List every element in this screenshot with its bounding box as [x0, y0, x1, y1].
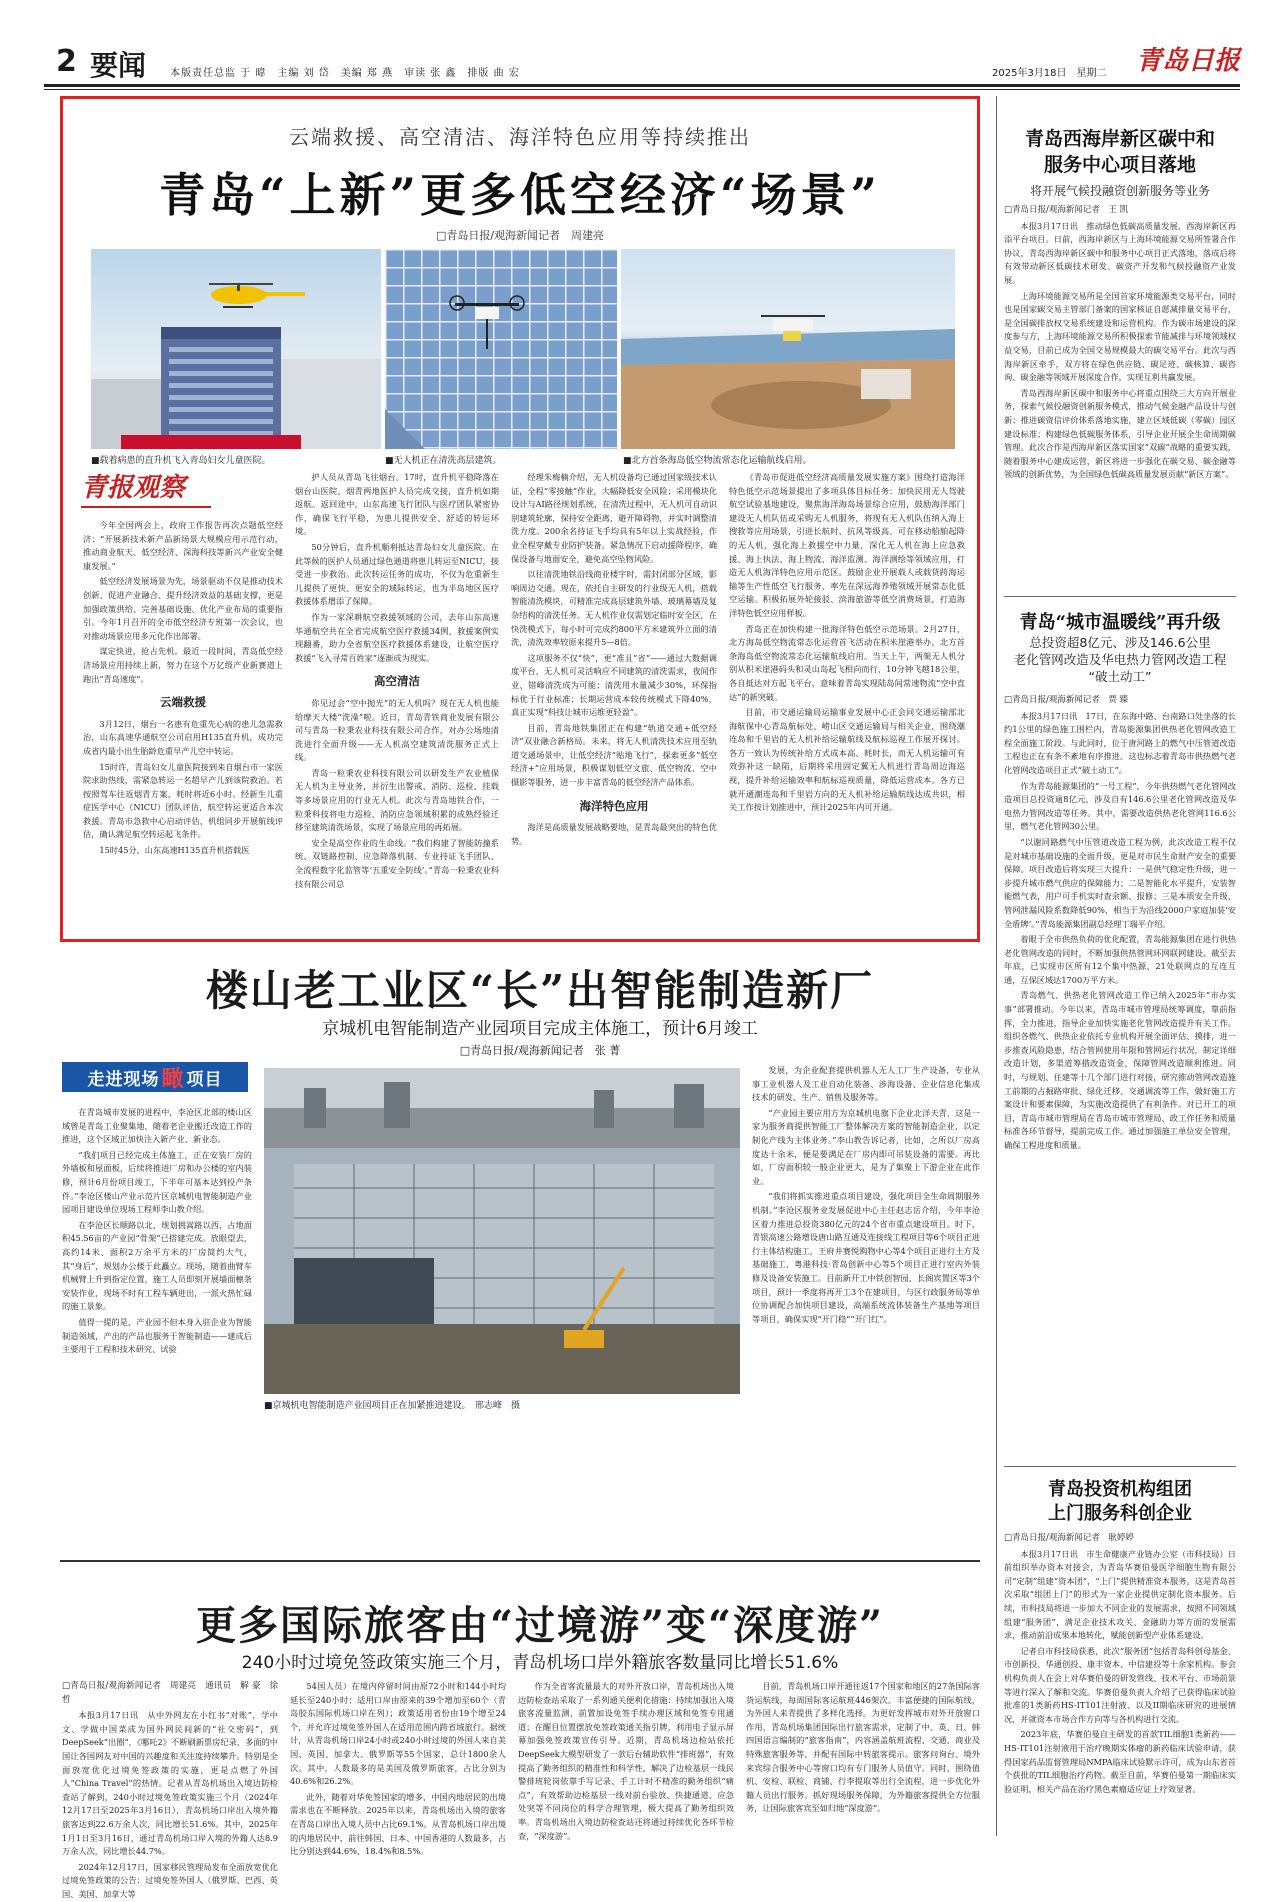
byline: □青岛日报/观海新闻记者 王 凯 [1004, 205, 1129, 215]
tag-hot-char: 瞰 [161, 1066, 185, 1092]
paragraph: 青岛正在加快构建一批海洋特色低空示范场景。2月27日，北方海岛低空物流常态化运营首飞活动在积米崖港举办，北方首条海岛低空物流常态化运输航线启用。当天上午，两架无人机分别从积米崖港码头和灵山岛起飞相向而行，10分钟飞越18公里，各自抵达对方起飞平台，意味着青岛实现陆岛间常速物流“空中直达”的新突破。 [729, 623, 965, 702]
right-story2-subtitle-line3: “破土动工” [1088, 669, 1152, 684]
paragraph: 安全是高空作业的生命线。“我们构建了智能防撞系统、双链路控制、应急降落机制、专业持证飞手团队、全流程数字化监管等‘五重安全防线’。”青岛一粒秉农业科技有限公司总 [295, 837, 499, 889]
editorial-credits: 本版责任总监 于 暐 主编 刘 岱 美编 郑 燕 审读 张 鑫 排版 曲 宏 [170, 68, 520, 79]
paragraph: 记者自市科技局获悉，此次“服务团”包括青岛科创母基金、市创新投、华通创投、康丰资本、中信建投等十余家机构。参会机构负责人在会上对华赛伯曼的研发管线、技术平台、市场前景等进行深入了解和交流。华赛伯曼负责人介绍了已获得临床试验批准的1类新药HS-IT101注射液、以及II期临床研究的进展情况，并就资本市场合作方向等与各机构进行交流。 [1004, 1645, 1236, 1724]
paragraph: 2023年底，华赛伯曼自主研发的首款TIL细胞1类新药——HS-IT101注射液用于治疗晚期实体瘤的新药临床试验申请，获得国家药品监督管理局NMPA临床试验默示许可，成为山东省首个获批的TIL细胞治疗药物。截至目前，华赛伯曼第一期临床实验证明，相关产品在治疗黑色素瘤适应证上疗效显著。 [1004, 1729, 1236, 1794]
byline: □青岛日报/观海新闻记者 周建亮 通讯员 解 豪 徐 哲 [62, 1681, 278, 1705]
feature-byline: □青岛日报/观海新闻记者 周建亮 [435, 229, 605, 242]
paragraph: “我们项目已经完成主体施工，正在安装厂房的外墙板和屋面板，后续将推进厂房和办公楼的室内装修，预计6月份项目竣工，下半年可基本达到投产条件。”李沧区楼山产业示范片区京城机电智能制造产业园项目建设单位现场工程师李山教介绍。 [62, 1149, 252, 1215]
paragraph: 上海环境能源交易所是全国首家环境能源类交易平台，同时也是国家碳交易主管部门备案的国家核证自愿减排量交易平台，是全国碳排放权交易系统建设和运营机构。作为碳市场建设的深度参与方，上海环境能源交易所积极探索节能减排与环境领域权益交易，目前已成为全国交易规模最大的碳交易平台。此次与西海岸新区牵手，双方将在绿色供应链、碳足迹、碳核算、碳咨询、碳金融等领域开展深度合作，实现互利共赢发展。 [1004, 290, 1236, 383]
story2-subtitle: 京城机电智能制造产业园项目完成主体施工，预计6月竣工 [322, 1019, 758, 1039]
story2-column-1 [62, 1106, 252, 1546]
issue-date: 2025年3月18日 星期二 [992, 68, 1107, 79]
newspaper-logo: 青岛日报 [1136, 46, 1241, 76]
photo-caption-2: ■无人机正在清洗高层建筑。 [385, 456, 502, 466]
paragraph: 3月12日，烟台一名患有危重先心病的患儿急需救治，山东高速华通航空公司启用H135直升机，成功完成省内最小出生胎龄危重早产儿空中转运。 [83, 718, 283, 756]
paragraph: 作为一家深耕航空救援领域的公司，去年山东高速华通航空共在全省完成航空医疗救援34例，救援案例实现翻番，助力全省航空医疗救援体系建设，让航空医疗救援“飞入寻常百姓家”逐渐成为现实。 [295, 611, 499, 663]
paragraph: 这项服务不仅“快”，更“准且”省”——通过大数据调度平台，无人机可灵活响应不同建筑的清洗需求，夜间作业、错峰清洗成为可能；清洗用水量减少30%，环保指标优于行业标准；长期运营成本较传统模式下降40%，真正实现“科技让城市运维更轻盈”。 [511, 652, 717, 718]
feature-column-4 [729, 471, 965, 939]
feature-column-2 [295, 471, 499, 939]
story3-column-1 [62, 1680, 278, 1899]
feature-column-3 [511, 471, 717, 939]
helicopter-photo [91, 249, 381, 449]
construction-site-photo [264, 1068, 740, 1394]
header-rule-thin [44, 89, 1240, 90]
paragraph: “以谢同路燃气中压管道改造工程为例，此次改造工程不仅是对城市基础设施的全面升级，更是对市民生命财产安全的重要保障。项目改造后将实现三大提升：一是供气稳定性升级，进一步提升城市燃气供应的保障能力；二是智能化水平提升，安装智能燃气表，用户可手机实时查余额、报修；三是本质安全升级，管网泄漏风险系数降低90%，相当于为沿线2000户家庭加装‘安全盾牌’。”青岛能源集团副总经理丁瑞平介绍。 [1004, 836, 1236, 929]
island-logistics-photo [621, 249, 955, 449]
column-tag-underline [81, 506, 211, 508]
photo-caption-3: ■北方首条海岛低空物流常态化运输航线启用。 [623, 456, 812, 466]
right-story3-title-line1: 青岛投资机构组团 [1048, 1479, 1192, 1500]
right-divider-1 [1004, 596, 1236, 597]
paragraph: 本报3月17日讯 推动绿色低碳高质量发展，西海岸新区再添平台项目。日前，西海岸新区与上海环境能源交易所签署合作协议，青岛西海岸新区碳中和服务中心项目正式落地，落成后将有效带动新区低碳技术研发、碳资产开发和气候投融资产业发展。 [1004, 220, 1236, 285]
story2-byline: □青岛日报/观海新闻记者 张 菁 [459, 1044, 621, 1057]
right-story1-subtitle: 将开展气候投融资创新服务等业务 [1029, 184, 1210, 198]
paragraph: 2024年12月17日，国家移民管理局发布全面放宽优化过境免签政策的公告：过境免签外国人（俄罗斯、巴西、英国、美国、加拿大等 [62, 1861, 278, 1899]
paragraph: 青岛一粒秉农业科技有限公司以研发生产农业植保无人机为主导业务，并衍生出警戒、消防、巡检、挂载等多场景应用的行业无人机。此次与青岛地铁合作，一粒秉科技将电力巡检、消防应急领域积累的成熟经验迁移至建筑清洗场景，实现了场景应用的再拓展。 [295, 767, 499, 833]
right-story2-subtitle-line1: 总投资超8亿元、涉及146.6公里 [1029, 635, 1211, 650]
tag-prefix: 走进现场 [87, 1069, 160, 1090]
paragraph: 发展，为企业配套提供机器人无人工厂生产设备，专业从事工业机器人及工业自动化装备、涉海设备、企业信息化集成技术的研发、生产、销售及服务等。 [752, 1065, 980, 1103]
paragraph: 在青岛城市发展的进程中，李沧区北部的楼山区域曾是青岛工业聚集地，随着老企业搬迁改造工作的推进，这个区域正加快注入新产业、新业态。 [62, 1107, 252, 1145]
paragraph: 本报3月17日讯 17日，在东海中路、台南路口处坐落的长约1公里的绿色施工围栏内，青岛能源集团供热老化管网改造工程全面施工阶段。与此同时，位于唐河路上的燃气中压管道改造工程也正在有条不紊地有序推进。这也标志着青岛市供热燃气老化管网改造项目正式“破土动工”。 [1004, 710, 1236, 775]
right-story3-title [1000, 1478, 1240, 1526]
section-name: 要闻 [90, 49, 147, 82]
paragraph: 海洋是高质量发展战略要地，是青岛最突出的特色优势。 [511, 822, 717, 846]
paragraph: 目前，青岛地铁集团正在构建“轨道交通+低空经济”双业融合新格局。未来，将无人机清洗技术应用至轨道交通场景中，让低空经济“贴地飞行”，探索更多“低空经济+”应用场景，积极谋划低空文旅、低空物流、空中摄影等服务，进一步丰富青岛的低空经济产品体系。 [511, 722, 717, 788]
story2-column-2 [752, 1064, 980, 1544]
paragraph: 15时45分，山东高速H135直升机搭载医 [99, 845, 250, 856]
page-header [44, 22, 1240, 84]
paragraph: 以往清洗地铁沿线商业楼宇时，需封闭部分区域，影响周边交通。现在，依托自主研发的行业级无人机，搭载智能清洗模块，可精准完成高层建筑外墙、玻璃幕墙及复杂结构的清洗任务。无人机作业仅需划定临时安全区，在快洗模式下，每小时可完成约800平方米建筑外立面的清洗，清洗效率较原来提升5—8倍。 [511, 569, 717, 648]
story3-column-4 [746, 1680, 980, 1836]
paragraph: 你见过会“空中抛光”的无人机吗？现在无人机也能给摩天大楼“洗澡”啦。近日，青岛青铁商业发展有限公司与青岛一粒秉农业科技有限公司合作，对办公场地清洗进行全面升级——无人机高空建筑清洗服务正式上线。 [295, 697, 499, 763]
feature-kicker: 云端救援、高空清洁、海洋特色应用等持续推出 [289, 125, 751, 149]
story3-column-3 [518, 1680, 734, 1841]
page-number: 2 [56, 44, 77, 79]
right-story1-title [1000, 126, 1240, 178]
column-tag-site-visit [62, 1062, 248, 1092]
paragraph: 本报3月17日讯 从中外网友在小红书“对账”，学中文、学做中国菜成为国外网民间新的“社交密码”，到DeepSeek“出圈”，《哪吒2》不断刷新票房纪录，多面的中国让各国网友对中国的兴趣度和关注度持续攀升。特别是全面放宽优化过境免签政策的实施，更是点燃了外国人“China Travel”的热情。记者从青岛机场出入境边防检查站了解到，240小时过境免签政策实施三个月（2024年12月17日至2025年3月16日），青岛机场口岸出入境外籍旅客达到22.6万余人次，同比增长51.6%。其中，2025年1月1日至3月16日，通过青岛机场口岸入境的外籍人达8.9万余人次，同比增长44.7%。 [62, 1710, 278, 1857]
paragraph: 在李沧区长顺路以北，规划拥嵩路以西，占地面积45.56亩的产业园“骨架”已搭建完成。放眼望去，高约14米、面积2万余平方米的厂房简约大气，其“身后”，规划办公楼于此矗立。现场，随着曲臂车机械臂上升到指定位置，施工人员即刻开展墙面檩条安装作业，现场不时有工程车辆进出，一派火热忙碌的施工景象。 [62, 1219, 252, 1312]
byline: □青岛日报/观海新闻记者 贾 臻 [1004, 695, 1129, 705]
subhead-ocean: 海洋特色应用 [579, 798, 649, 813]
paragraph: 青岛西海岸新区碳中和服务中心将重点围绕三大方向开展业务，探索气候投融资创新服务模式，推动气候金融产品设计与创新；推进碳资信评价体系落地实施，建立区域低碳（零碳）园区建设标准；构建绿色低碳服务体系，引导企业开展全生命周期碳管理。此次合作是西海岸新区落实国家“双碳”战略的重要实践，随着服务中心建成运营，新区将进一步强化在碳交易、碳金融等领域的创新优势，为全国绿色低碳高质量发展贡献“新区方案”。 [1004, 387, 1236, 480]
tag-suffix: 项目 [186, 1069, 223, 1090]
photo-caption-1: ■载着病患的直升机飞入青岛妇女儿童医院。 [91, 456, 271, 466]
right-story1-body [1004, 204, 1236, 580]
paragraph: 着眼于全市供热负荷的优化配置，青岛能源集团在进行供热老化管网改造的同时，不断加强供热管网环网联网建设。截至去年底，已实现市区所有12个集中热源、21处联网点的互连互通，互保区域达1700万平方米。 [1004, 934, 1236, 985]
subhead-cleaning: 高空清洁 [374, 674, 420, 689]
paragraph: 经理朱梅楠介绍，无人机设备均已通过国家级技术认证，全程“零接触”作业，大幅降低安全风险；采用模块化设计与AI路径规划系统，在清洗过程中，无人机可自动识别建筑轮廓，保持安全距离，避开障碍物，并实时调整清洗力度。200余名持证飞手均具有5年以上实战经验，作业全程穿戴专业防护装备。紧急情况下启动援降程序，确保设备与地面安全，避免高空坠物风险。 [511, 472, 717, 564]
right-story1-title-line2: 服务中心项目落地 [1043, 154, 1196, 176]
feature-column-1 [83, 519, 283, 939]
right-story2-title: 青岛“城市温暖线”再升级 [1019, 612, 1221, 633]
paragraph: 青岛燃气、供热老化管网改造工作已纳入2025年“市办实事”部署推动。今年以来，青岛市城市管理局统筹调度，靠前指挥，全力推进，指导企业加快实施老化管网改造提升有关工作。组织各燃气、供热企业依托专业机构开展全面评估、摸排，进一步推查风险隐患，结合管网使用年限和管网运行状况，制定详细改造计划，多渠道筹措改造资金，保障管网改造顺利推进。同时，与规划、住建等十几个部门进行对接，研究推动管网改造施工前期的占掘路审批、绿化迁移、交通调流等工作，做好施工方案设计和要素保障，为实施改造提供了有利条件。对已开工的项目，青岛市城市管理局在青岛市城市管理局、政工作任务和质量标准各环节督导，提前完成工作。通过加强施工单位安全管理，确保工程进度和质量。 [1004, 990, 1236, 1150]
story3-headline: 更多国际旅客由“过境游”变“深度游” [195, 1602, 885, 1649]
column-tag-label: 青报观察 [81, 473, 186, 503]
paragraph: 作为青岛能源集团的“一号工程”，今年供热燃气老化管网改造项目总投资逾8亿元，涉及自有146.6公里老化管网改造及华电热力管网改造等任务。其中，需要改造供热老化管网116.6公里，燃气老化管网30公里。 [1004, 780, 1236, 832]
story2-photo-caption: ■京城机电智能制造产业园项目正在加紧推进建设。 邢志峰 摄 [264, 1401, 521, 1411]
story2-headline: 楼山老工业区“长”出智能制造新厂 [205, 966, 875, 1015]
column-tag [81, 467, 231, 519]
feature-headline: 青岛“上新”更多低空经济“场景” [159, 168, 881, 222]
paragraph: 50分钟后，直升机顺利抵达青岛妇女儿童医院。在此等候的医护人员通过绿色通道将患儿转运至NICU，接受进一步救治。此次转运任务的成功，不仅为危重新生儿提供了更快、更安全的域际转运，也为半岛地区医疗救援体系增添了保障。 [295, 541, 499, 607]
right-story3-body [1004, 1532, 1236, 1832]
paragraph: 作为全省客流量最大的对外开放口岸，青岛机场出入境边防检查站采取了一系列通关便利化措施：持续加强出入境旅客流量监测，前置加设免签手续办理区域和免签专用通道；在醒目位置摆放免签政策通关指引牌，利用电子显示屏幕加强免签政策宣传引导。近期，青岛机场边检站依托DeepSeek大模型研发了一款后台辅助软件“排班器”，有效提高了勤务组织的精准性和科学性，解决了边检基层一线民警排班轮岗依靠手写记录、手工计时不精准的勤务组织“痛点”，有效帮助边检基层一线对前台验放、快捷通道、应急处突等不同岗位的科学合理管理，极大提高了勤务组织效率。青岛机场出入境边防检查站还将通过持续优化各环节检查，“深度游”。 [518, 1681, 734, 1841]
paragraph: 本报3月17日讯 市生命健康产业链办公室（市科技局）日前组织举办资本对接会，为青岛华赛伯曼医学细胞生物有限公司“定制”组建“资本团”，“上门”提供精准资本服务。这是青岛首次采取“组团上门”的形式为一家企业提供定制化资本服务。后续，市科技局将进一步加大不同企业的发展需求，按照不同领域组建“服务团”，满足企业技术攻关、金融助力等方面的发展需求，推动前沿成果本地转化，赋能创新型产业体系建设。 [1004, 1548, 1236, 1641]
story3-column-2 [290, 1680, 506, 1857]
paragraph: 54国人员）在境内停留时间由原72小时和144小时均延长至240小时；适用口岸由原来的39个增加至60个（青岛胶东国际机场口岸在列）；政策适用省份由19个增至24个，并允许过境免签外国人在适用范围内跨省域旅行。据统计，从青岛机场口岸24小时或240小时过境的外国人来自美国、英国、加拿大、俄罗斯等55个国家，总计1800余人次。其中，人数最多的是美国及俄罗斯旅客，占比分别为40.6%和26.2%。 [290, 1681, 506, 1787]
drone-cleaning-photo [385, 249, 617, 449]
paragraph: 《青岛市促进低空经济高质量发展实施方案》围绕打造海洋特色低空示范场景提出了多项具体目标任务：加快民用无人驾驶航空试验基地建设，聚焦海洋海岛场景综合应用，鼓励海洋部门建设无人机队伍或采购无人机服务，将现有无人机队伍纳入海上搜救等应用场景，引进长航时、抗风等级高、可在移动船舶起降的无人机，强化海上救援空中力量，深化无人机在海上应急救援、海上执法、海上物流、海洋监测、海洋测绘等领域应用，打造无人机海洋特色应用示范区。鼓励企业开展载人或载货跨海运输等生产性低空飞行服务，率先在深远海养殖领域开展常态化低空运输。积极拓展外轮接驳、滨海旅游等低空消费场景，打造海洋特色低空应用样板。 [729, 472, 965, 618]
header-rule [44, 84, 1240, 87]
paragraph: 低空经济发展场景为先，场景驱动不仅是推动技术创新、促进产业融合、提升经济效益的基础支撑，更是加强政策供给、完善基础设施、优化产业布局的重要指引。今年1月召开的全市低空经济专班第一次会议，也对推动场景应用多元化作出部署。 [83, 576, 283, 641]
paragraph: 15时许，青岛妇女儿童医院接到来自烟台市一家医院求助热线，需紧急转运一名超早产儿到该院救治。若按照驾车往返烟青方案，耗时将近6小时。经新生儿重症医学中心（NICU）团队评估，航空转运更适合本次救援。青岛市急救中心启动评估，机组同步开展航线评估，确认满足航空转运起飞条件。 [83, 761, 283, 840]
right-story1-title-line1: 青岛西海岸新区碳中和 [1024, 128, 1215, 150]
right-story2-subtitle-line2: 老化管网改造及华电热力管网改造工程 [1013, 652, 1227, 667]
paragraph: 护人员从青岛飞往烟台。17时，直升机平稳降落在烟台山医院，烟青两地医护人员完成交接，直升机如期返航。返回途中，山东高速飞行团队与医疗团队紧密协作，确保飞行平稳，为患儿提供安全、舒适的转运环境。 [295, 472, 499, 537]
paragraph: 目前，青岛机场口岸开通往返17个国家和地区的27条国际客货运航线，每周国际客运航班446架次。丰富便捷的国际航线，为外国人来青提供了多样化选择。为更好发挥城市对外开放窗口作用，青岛机场集团国际出行旅客需求，定制了中、英、日、韩四国语言编制的“旅客指南”，内容涵盖航班流程、交通、商业及特殊旅客服务等，并配有国际中转旅客提示。旅客问询台、境外来宾综合服务中心等窗口均有专门服务人员值守。同时，围绕值机、安检、联检、商铺、行李提取等出行全流程，进一步优化外籍人员出行服务。抓好现场服务保障，为外籍旅客提供全方位服务，让国际旅客宾至如归地“深度游”。 [746, 1681, 980, 1814]
paragraph: 值得一提的是，产业园不但本身入驻企业为智能制造领域，产出的产品也服务于智能制造——建成后主要用于工程和技术研究、试验 [62, 1316, 252, 1355]
paragraph: 目前，市交通运输局运输事业发展中心正会同交通运输部北海航保中心青岛航标处、崂山区交通运输局与相关企业，围绕潮连岛和千里岩的无人机补给运输航线及航标巡视工作展开探讨。各方一致认为传统补给方式成本高、耗时长，而无人机运输可有效弥补这一缺陷，后期将采用固定翼无人机进行青岛周边海巡视，提升补给运输效率和航标巡视质量，降低运营成本。各方已就开通潮连岛和千里岩方向的无人机补给运输航线达成共识，相关工作按计划推进中，预计2025年内可开通。 [729, 707, 965, 813]
subhead-rescue: 云端救援 [160, 695, 206, 710]
right-story2-body [1004, 694, 1236, 1454]
feature-article [60, 96, 980, 942]
paragraph: 此外，随着对华免签国家的增多，中国内地居民的出境需求也在不断释放。2025年以来，青岛机场出入境的旅客在青岛口岸出入境人员中占比69.1%。从青岛机场口岸出境的内地居民中，前往韩国、日本、中国香港的人数最多，占比分别达到44.6%、18.4%和8.5%。 [290, 1791, 506, 1857]
right-divider-2 [1004, 1466, 1236, 1467]
paragraph: “我们将抓实推进重点项目建设，强化项目全生命周期服务机制。”李沧区服务业发展促进中心主任赵志岳介绍，今年李沧区着力推进总投资380亿元的24个省市重点建设项目。时下，青银高速公路增设唐山路互通及连接线工程项目等6个项目正进行主体结构施工，王府井赛悦购物中心等4个项目正进行土方及基础施工，粤港科技·青岛创新中心等5个项目正进行室内外装修及设备安装施工。目前新开工中铁创智园、长阁宾置区等3个项目，预计一季度将再开工3个在建项目，与区行政服务局等单位协调配合加快项目建设，高端系统流体装备生产基地等项目等项目，确保实现“开门稳”“开门红”。 [752, 1191, 980, 1324]
column-divider [996, 96, 997, 1836]
paragraph: 今年全国两会上，政府工作报告再次点题低空经济：“开展新技术新产品新场景大规模应用示范行动，推动商业航天、低空经济、深海科技等新兴产业安全健康发展。” [83, 520, 283, 571]
story3-subtitle: 240小时过境免签政策实施三个月，青岛机场口岸外籍旅客数量同比增长51.6% [241, 1653, 839, 1673]
right-story2-subtitle [1000, 634, 1240, 685]
right-story3-title-line2: 上门服务科创企业 [1048, 1503, 1192, 1524]
paragraph: 谋定快进，抢占先机。最近一段时间，青岛低空经济场景应用持续上新，努力在这个万亿级产业新赛道上跑出“青岛速度”。 [83, 646, 283, 684]
paragraph: “产业园主要应用方为京城机电旗下企业北洋天青，这是一家为服务商提供智能工厂整体解决方案的智能制造企业，以定制化产线为主体业务。”李山教告诉记者，比如，之所以厂房高度达十余米，便是要满足在厂房内即可吊装设备的需要。再比如，厂房面积较一般企业更大，是为了集聚上下游企业在此作业。 [752, 1107, 980, 1186]
story-divider [60, 1560, 980, 1562]
byline: □青岛日报/观海新闻记者 耿婷婷 [1004, 1533, 1134, 1543]
